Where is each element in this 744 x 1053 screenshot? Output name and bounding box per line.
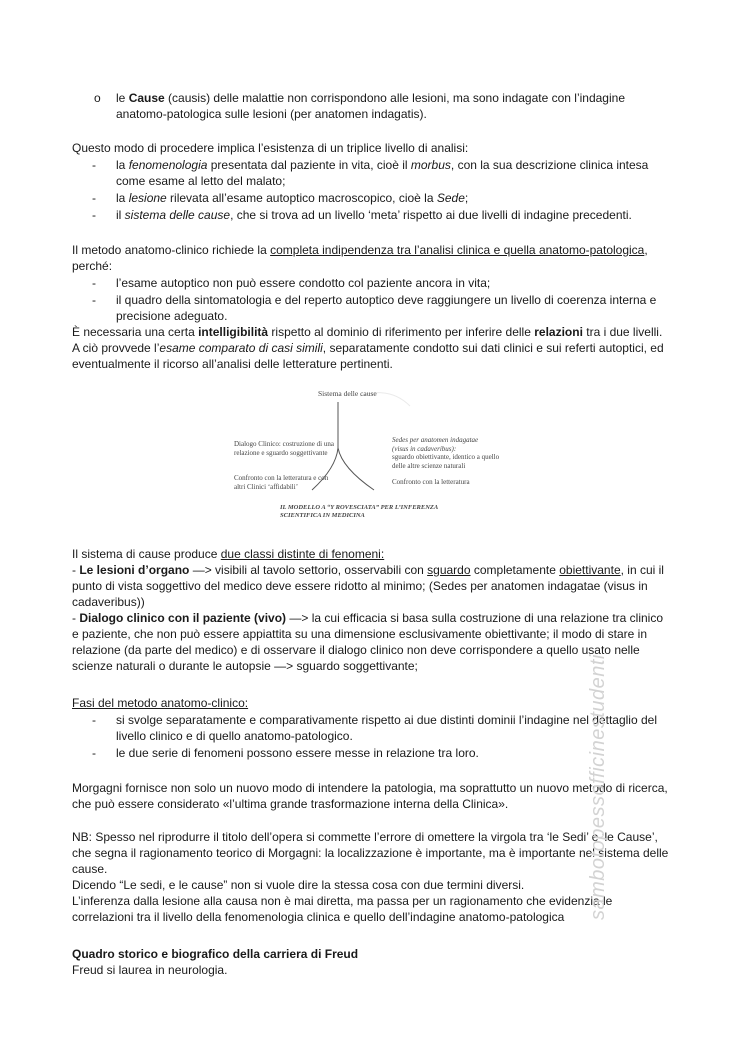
list-item: - la fenomenologia presentata dal paziente in vita, cioè il morbus, con la sua descrizione clinica intesa come esame al letto del malato;	[92, 158, 649, 188]
classes-section	[72, 546, 672, 674]
nb-section	[72, 829, 672, 925]
organ-lesions-text: - Le lesioni d’organo —> visibili al tavolo settorio, osservabili con sguardo completamente obiettivante, in cui il punto di vista soggettivo del medico deve essere ridotto al minimo; (Sedes per anatomen indagatae (visus in cadaveribus))	[72, 563, 664, 609]
freud-section	[72, 946, 672, 978]
bold-term: Cause	[128, 91, 165, 105]
list-item: - l’esame autoptico non può essere condotto col paziente ancora in vita;	[92, 276, 491, 290]
dash-marker: -	[92, 158, 96, 172]
freud-text: Freud si laurea in neurologia.	[72, 963, 228, 977]
dash-marker: -	[92, 746, 96, 760]
phases-section	[72, 695, 672, 761]
intelligibility-text: È necessaria una certa intelligibilità rispetto al dominio di riferimento per inferire delle relazioni tra i due livelli. A ciò provvede l’esame comparato di casi simili, separatamente condotto sui dati clinici e sui referti autoptici, ed eventualmente il ricorso all’analisi delle letterature pertinenti.	[72, 325, 664, 371]
list-item: - le due serie di fenomeni possono essere messe in relazione tra loro.	[92, 746, 479, 760]
diagram-right-bottom-label: Confronto con la letteratura	[392, 478, 470, 486]
morgagni-paragraph	[72, 780, 672, 812]
list-item: - il quadro della sintomatologia e del reperto autoptico deve raggiungere un livello di coerenza interna e precisione adeguato.	[92, 293, 657, 323]
dash-marker: -	[92, 293, 96, 307]
diagram-top-label: Sistema delle cause	[318, 389, 377, 398]
text: (causis) delle malattie non corrispondono alle lesioni, ma sono indagate con l’indagine anatomo-patologica sulle lesioni (per anatomen indagatis).	[116, 91, 625, 121]
dash-marker: -	[92, 208, 96, 222]
nb-text: Dicendo “Le sedi, e le cause” non si vuole dire la stessa cosa con due termini diversi.	[72, 878, 525, 892]
diagram-caption: IL MODELLO A “Y ROVESCIATA” PER L’INFERENZA SCIENTIFICA IN MEDICINA	[280, 504, 438, 519]
list-item: - la lesione rilevata all’esame autoptico macroscopico, cioè la Sede;	[92, 191, 469, 205]
classes-intro: Il sistema di cause produce due classi distinte di fenomeni:	[72, 547, 385, 561]
nb-text: NB: Spesso nel riprodurre il titolo dell’opera si commette l’errore di omettere la virgola tra ‘le Sedi’ e ‘le Cause’, che segna il ragionamento teorico di Morgagni: la localizzazione è importante, ma è importante nel sistema delle cause.	[72, 830, 669, 876]
list-item: - si svolge separatamente e comparativamente rispetto ai due distinti dominii l’indagine nel dettaglio del livello clinico e di quello anatomo-patologico.	[92, 713, 657, 743]
phases-title: Fasi del metodo anatomo-clinico:	[72, 696, 249, 710]
list-item: - il sistema delle cause, che si trova ad un livello ‘meta’ rispetto ai due livelli di indagine precedenti.	[92, 208, 632, 222]
dash-marker: -	[92, 276, 96, 290]
morgagni-text: Morgagni fornisce non solo un nuovo modo di intendere la patologia, ma soprattutto un nuovo metodo di ricerca, che può essere considerato «l’ultima grande trasformazione interna della Clinica».	[72, 781, 668, 811]
text: le	[116, 91, 129, 105]
intro-text: Questo modo di procedere implica l’esistenza di un triplice livello di analisi:	[72, 141, 469, 155]
dash-marker: -	[92, 191, 96, 205]
method-section	[72, 242, 672, 372]
cause-paragraph	[72, 90, 672, 122]
y-model-diagram	[234, 386, 512, 532]
section-heading: Quadro storico e biografico della carriera di Freud	[72, 947, 359, 961]
diagram-left-bottom-label: Confronto con la letteratura e con altri Clinici ‘affidabili’	[234, 474, 329, 491]
triple-level-section	[72, 140, 672, 223]
diagram-right-label: Sedes per anatomen indagatae (visus in cadaveribus): sguardo obiettivante, identico a quello delle altre scienze naturali	[392, 436, 500, 470]
method-text: Il metodo anatomo-clinico richiede la completa indipendenza tra l’analisi clinica e quella anatomo-patologica, perché:	[72, 243, 648, 273]
nb-text: L’inferenza dalla lesione alla causa non è mai diretta, ma passa per un ragionamento che evidenzia le correlazioni tra il livello della fenomenologia clinica e quello dell’indagine anatomo-patologica	[72, 894, 613, 924]
dash-marker: -	[92, 713, 96, 727]
diagram-left-top-label: Dialogo Clinico: costruzione di una relazione e sguardo soggettivante	[234, 440, 334, 457]
watermark: sambotopessofficinestudenti	[587, 654, 609, 920]
bullet-marker: o	[94, 91, 101, 105]
clinical-dialogue-text: - Dialogo clinico con il paziente (vivo) —> la cui efficacia si basa sulla costruzione di una relazione tra clinico e paziente, che non può essere appiattita su una dimensione esclusivamente obiettivante; il modo di stare in relazione (da parte del medico) e di osservare il dialogo clinico non deve corrispondere a quello usato nelle scienze naturali o durante le autopsie —> sguardo soggettivante;	[72, 611, 664, 673]
